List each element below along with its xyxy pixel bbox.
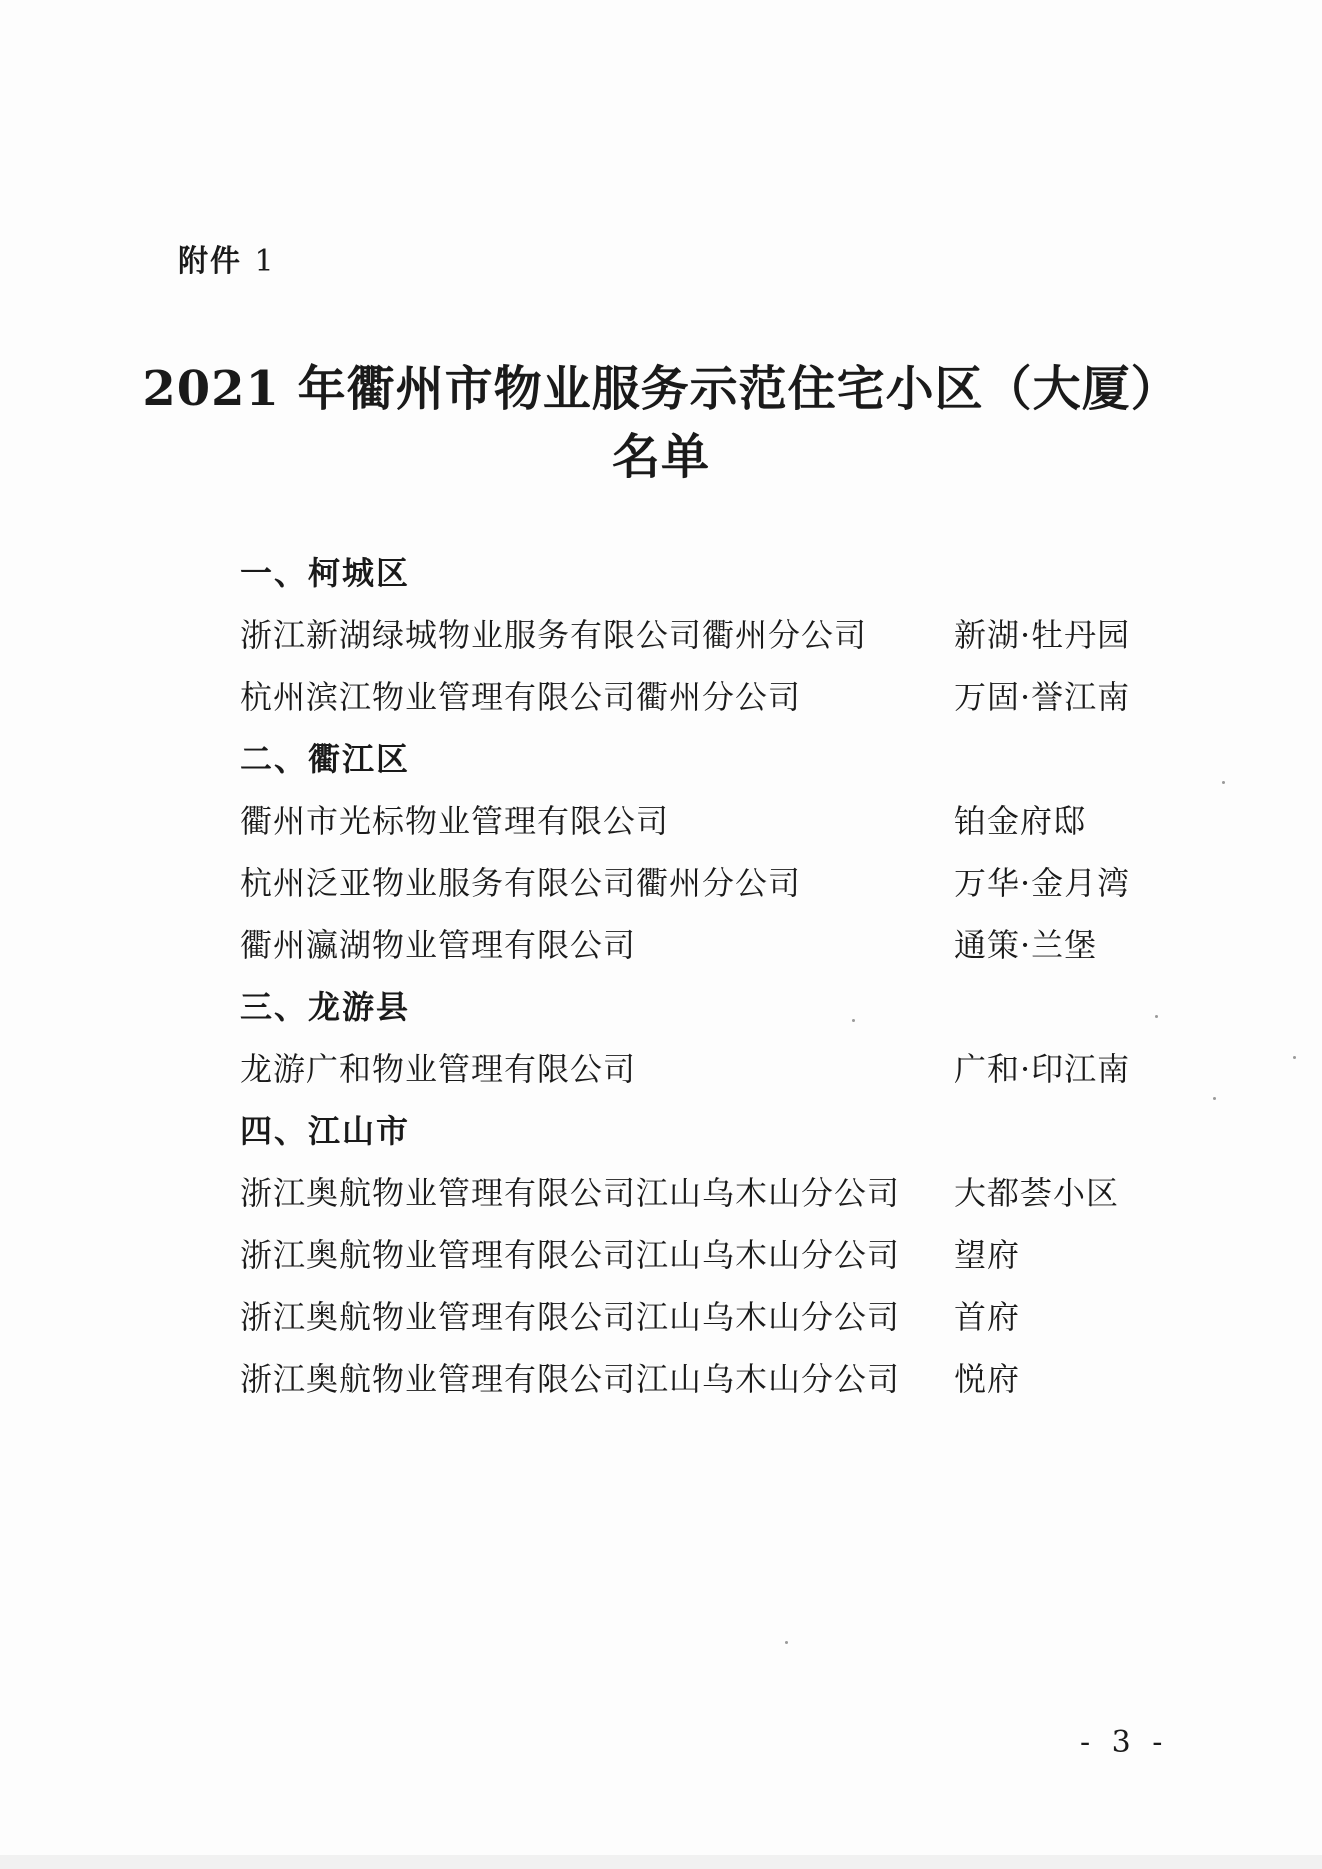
community-name: 大都荟小区 bbox=[954, 1174, 1120, 1212]
list-item bbox=[240, 1224, 1140, 1286]
company-name: 浙江奥航物业管理有限公司江山乌木山分公司 bbox=[240, 1174, 901, 1212]
attachment-text: 附件 bbox=[178, 244, 242, 279]
scan-speck bbox=[785, 1641, 788, 1644]
attachment-label bbox=[178, 236, 276, 280]
community-name: 悦府 bbox=[954, 1360, 1021, 1398]
scan-speck bbox=[1213, 1097, 1216, 1100]
company-name: 浙江奥航物业管理有限公司江山乌木山分公司 bbox=[240, 1236, 901, 1274]
section-heading: 二、衢江区 bbox=[240, 740, 411, 778]
community-name: 望府 bbox=[954, 1236, 1021, 1274]
company-name: 龙游广和物业管理有限公司 bbox=[240, 1050, 637, 1088]
list-item bbox=[240, 1348, 1140, 1410]
company-name: 衢州市光标物业管理有限公司 bbox=[240, 802, 670, 840]
section-heading: 一、柯城区 bbox=[240, 554, 411, 592]
company-name: 浙江奥航物业管理有限公司江山乌木山分公司 bbox=[240, 1298, 901, 1336]
company-name: 衢州瀛湖物业管理有限公司 bbox=[240, 926, 637, 964]
community-name: 首府 bbox=[954, 1298, 1021, 1336]
list-item bbox=[240, 666, 1140, 728]
scan-bottom-edge bbox=[0, 1855, 1322, 1869]
attachment-number: 1 bbox=[254, 244, 276, 279]
list-item bbox=[240, 914, 1140, 976]
community-name: 新湖·牡丹园 bbox=[954, 616, 1131, 654]
list-item bbox=[240, 1286, 1140, 1348]
scan-speck bbox=[852, 1019, 855, 1022]
community-name: 铂金府邸 bbox=[954, 802, 1087, 840]
community-name: 万华·金月湾 bbox=[954, 864, 1131, 902]
scan-speck bbox=[1293, 1056, 1296, 1059]
section-heading: 三、龙游县 bbox=[240, 988, 411, 1026]
community-name: 广和·印江南 bbox=[954, 1050, 1131, 1088]
section-heading: 四、江山市 bbox=[240, 1112, 411, 1150]
list-item bbox=[240, 1038, 1140, 1100]
company-name: 浙江奥航物业管理有限公司江山乌木山分公司 bbox=[240, 1360, 901, 1398]
list-item bbox=[240, 604, 1140, 666]
list-item bbox=[240, 852, 1140, 914]
list-item bbox=[240, 790, 1140, 852]
company-name: 杭州泛亚物业服务有限公司衢州分公司 bbox=[240, 864, 802, 902]
award-list bbox=[240, 542, 1140, 1410]
company-name: 杭州滨江物业管理有限公司衢州分公司 bbox=[240, 678, 802, 716]
community-name: 通策·兰堡 bbox=[954, 926, 1098, 964]
community-name: 万固·誉江南 bbox=[954, 678, 1131, 716]
company-name: 浙江新湖绿城物业服务有限公司衢州分公司 bbox=[240, 616, 868, 654]
scan-speck bbox=[1222, 781, 1225, 784]
scan-speck bbox=[1155, 1015, 1158, 1018]
document-title: 2021 年衢州市物业服务示范住宅小区（大厦） bbox=[142, 361, 1180, 417]
document-title-continued: 名单 bbox=[611, 429, 710, 485]
page-number: - 3 - bbox=[1080, 1725, 1169, 1760]
list-item bbox=[240, 1162, 1140, 1224]
